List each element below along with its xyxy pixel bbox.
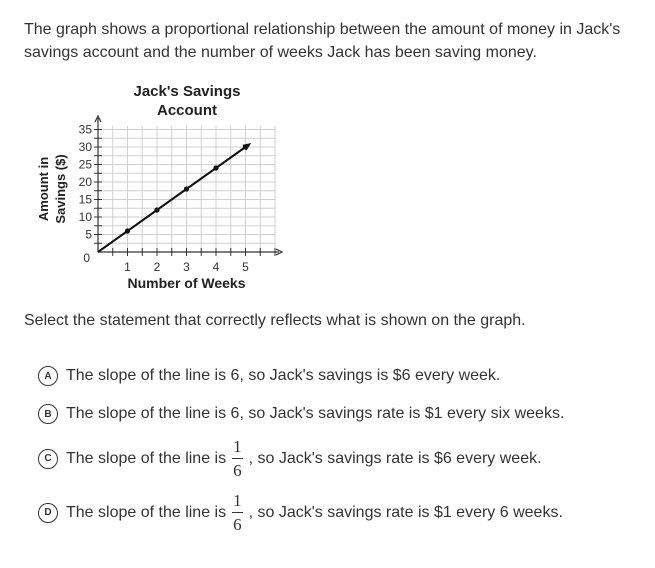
choice-d[interactable] xyxy=(38,492,563,533)
choice-b[interactable] xyxy=(38,404,564,424)
choice-a-letter: A xyxy=(38,366,58,386)
data-point xyxy=(154,207,159,212)
x-axis-label: Number of Weeks xyxy=(127,275,246,291)
savings-chart xyxy=(30,78,290,293)
y-tick-label: 25 xyxy=(78,157,92,172)
data-point xyxy=(184,186,189,191)
y-tick-label: 10 xyxy=(78,210,92,224)
y-tick-label: 5 xyxy=(85,227,92,242)
origin-label: 0 xyxy=(83,251,90,265)
x-tick-label: 4 xyxy=(212,260,220,274)
choice-d-letter: D xyxy=(38,503,58,523)
choice-b-letter: B xyxy=(38,404,58,424)
choice-d-text-before: The slope of the line is xyxy=(66,503,227,521)
choice-c-numerator: 1 xyxy=(232,438,243,459)
choice-c-text-before: The slope of the line is xyxy=(66,449,227,467)
y-axis-label: Amount in Savings ($) xyxy=(36,154,68,224)
data-point xyxy=(125,228,130,233)
x-tick-label: 3 xyxy=(183,260,190,274)
x-tick-label: 2 xyxy=(153,260,161,274)
x-tick-label: 5 xyxy=(242,260,249,274)
choice-b-text: The slope of the line is 6, so Jack's savings rate is $1 every six weeks. xyxy=(66,405,565,422)
choice-c[interactable] xyxy=(38,438,542,479)
question-prompt: Select the statement that correctly reflects what is shown on the graph. xyxy=(24,312,526,329)
choice-d-denominator: 6 xyxy=(233,515,242,534)
choice-a-text: The slope of the line is 6, so Jack's savings is $6 every week. xyxy=(66,367,501,384)
choice-c-denominator: 6 xyxy=(233,461,242,480)
chart-svg xyxy=(30,78,290,293)
choice-c-letter: C xyxy=(38,449,58,469)
data-point xyxy=(213,165,218,170)
choice-a[interactable] xyxy=(38,366,500,386)
choice-d-text-after: , so Jack's savings rate is $1 every 6 weeks. xyxy=(248,503,563,521)
choice-c-fraction xyxy=(232,438,243,479)
choice-d-fraction xyxy=(232,492,243,533)
x-tick-label: 1 xyxy=(124,260,131,274)
intro-text: The graph shows a proportional relationship between the amount of money in Jack's savings account and the number of weeks Jack has been saving money. xyxy=(24,21,621,61)
y-tick-label: 20 xyxy=(78,175,92,189)
choice-c-text-after: , so Jack's savings rate is $6 every week. xyxy=(248,449,542,467)
y-tick-label: 15 xyxy=(78,192,92,207)
chart-title: Jack's Savings Account xyxy=(133,83,241,119)
choice-d-numerator: 1 xyxy=(232,492,243,513)
y-tick-label: 30 xyxy=(78,140,92,154)
data-point xyxy=(243,144,248,149)
y-tick-label: 35 xyxy=(78,122,92,137)
